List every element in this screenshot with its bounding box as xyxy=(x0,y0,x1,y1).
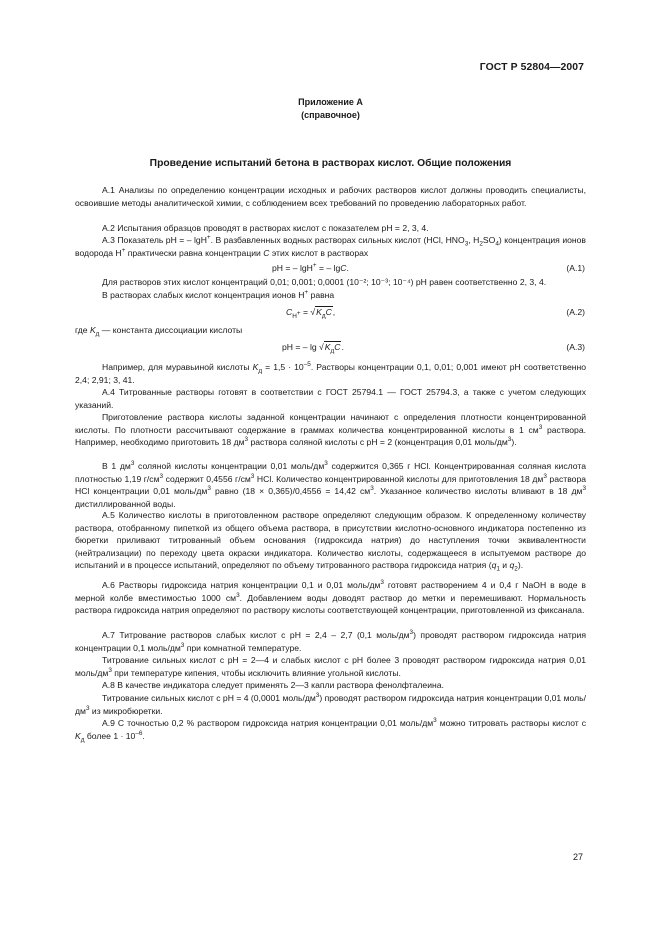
equation-number: (А.2) xyxy=(566,307,585,317)
paragraph-hcl: В 1 $дм^3$ соляной кислоты концентрации 0,01 моль/$дм^3$ содержится 0,365 г HCl. Концентрированная соляная кислота плотностью 1,19 $г/см^3$ содержит 0,4556 $г/см^3$ HCl. Количество концентрированной кислоты для приготовления 18 $дм^3$ раствора HCl концентрации 0,01 моль/$дм^3$ равно (18 × 0,365)/0,4556 = 14,42 $см^3$. Указанное количество кислоты вливают в 18 $дм^3$ дистиллированной воды. xyxy=(75,460,587,509)
equation-number: (А.3) xyxy=(566,342,585,352)
appendix-heading xyxy=(0,96,661,122)
paragraph-example: Например, для муравьиной кислоты $K_д = 1,5 \cdot 10^{-5}$. Растворы концентрации 0,1, 0,01; 0,001 имеют pH соответственно 2,4; 2,91; 3, 41. xyxy=(75,361,586,385)
paragraph-a4: А.4 Титрованные растворы готовят в соответствии с ГОСТ 25794.1 — ГОСТ 25794.3, а также с учетом следующих указаний. xyxy=(75,387,586,410)
paragraph-microburette: Титрование сильных кислот с pH = 4 (0,0001 моль/$дм^3$) проводят раствором гидроксида натрия концентрации 0,01 моль/$дм^3$ из микробюретки. xyxy=(75,692,586,716)
paragraph-weak-acids: В растворах слабых кислот концентрация ионов H+ равна xyxy=(102,289,335,300)
page-number: 27 xyxy=(572,852,583,862)
appendix-subtitle: (справочное) xyxy=(301,110,360,120)
paragraph-strong-acids: Титрование сильных кислот с pH = 2—4 и слабых кислот с pH более 3 проводят раствором гидроксида натрия 0,01 моль/$дм^3$ при температуре кипения, чтобы исключить влияние угольной кислоты. xyxy=(75,655,586,678)
paragraph-a8: А.8 В качестве индикатора следует применять 2—3 капли раствора фенолфталеина. xyxy=(102,680,444,690)
paragraph-a7: А.7 Титрование растворов слабых кислот с pH = 2,4 – 2,7 (0,1 моль/$дм^3$) проводят раствором гидроксида натрия концентрации 0,1 моль/$дм^3$ при комнатной температуре. xyxy=(75,629,586,653)
equation-number: (А.1) xyxy=(566,263,585,273)
paragraph-a9: А.9 С точностью 0,2 % раствором гидроксида натрия концентрации 0,01 моль/$дм^3$ можно титровать растворы кислот с $K_д$ более $1 \cdot 10^{-6}$. xyxy=(75,717,587,744)
paragraph-a2: А.2 Испытания образцов проводят в растворах кислот с показателем pH = 2, 3, 4. xyxy=(102,223,429,233)
section-title: Проведение испытаний бетона в растворах кислот. Общие положения xyxy=(149,158,512,169)
document-header: ГОСТ Р 52804—2007 xyxy=(479,62,584,73)
paragraph-ph-values: Для растворов этих кислот концентраций 0,01; 0,001; 0,0001 (10⁻²; 10⁻³; 10⁻⁴) pH равен соответственно 2, 3, 4. xyxy=(102,277,547,287)
paragraph-a6: А.6 Растворы гидроксида натрия концентрации 0,1 и 0,01 моль/$дм^3$ готовят растворением 4 и 0,4 г NaOH в воде в мерной колбе вместимостью 1000 $см^3$. Добавлением воды доводят раствор до метки и перемешивают. Нормальность раствора гидроксида натрия определяют по раствору кислоты соответствующей концентрации, приготовленной из фиксанала. xyxy=(75,579,587,616)
paragraph-preparation: Приготовление раствора кислоты заданной концентрации начинают с определения плотности концентрированной кислоты. По плотности рассчитывают содержание в граммах количества концентрированной кислоты в 1 $см^3$ раствора. Например, необходимо приготовить 18 $дм^3$ раствора соляной кислоты с pH = 2 (концентрация 0,01 моль/$дм^3$). xyxy=(75,412,586,448)
paragraph-a5: А.5 Количество кислоты в приготовленном растворе определяют следующим образом. К определенному количеству раствора, отобранному пипеткой из общего объема раствора, в присутствии кислотно-основного индикатора постепенно из бюретки приливают титрованный объем основания (гидроксида натрия) до наступления точки эквивалентности (нейтрализации) по переходу цвета окраски индикатора. Количество кислоты, содержащееся в испытуемом растворе до испытаний и в процессе испытаний, определяют по объему титрованного раствора гидроксида натрия ($q_1$ и $q_2$). xyxy=(75,510,586,574)
appendix-title: Приложение А xyxy=(298,97,363,107)
paragraph-a1: А.1 Анализы по определению концентрации исходных и рабочих растворов кислот должны проводить специалисты, освоившие методы аналитической химии, с соблюдением всех требований по проведению лабораторных работ. xyxy=(75,185,586,208)
paragraph-a3: А.3 Показатель pH = – lgH+. В разбавленных водных растворах сильных кислот (HCl, $HNO_3$, $H_2SO_4$) концентрация ионов водорода H+ практически равна концентрации C этих кислот в растворах xyxy=(75,234,586,258)
constant-definition: где $K_д$ — константа диссоциации кислоты xyxy=(75,325,243,338)
